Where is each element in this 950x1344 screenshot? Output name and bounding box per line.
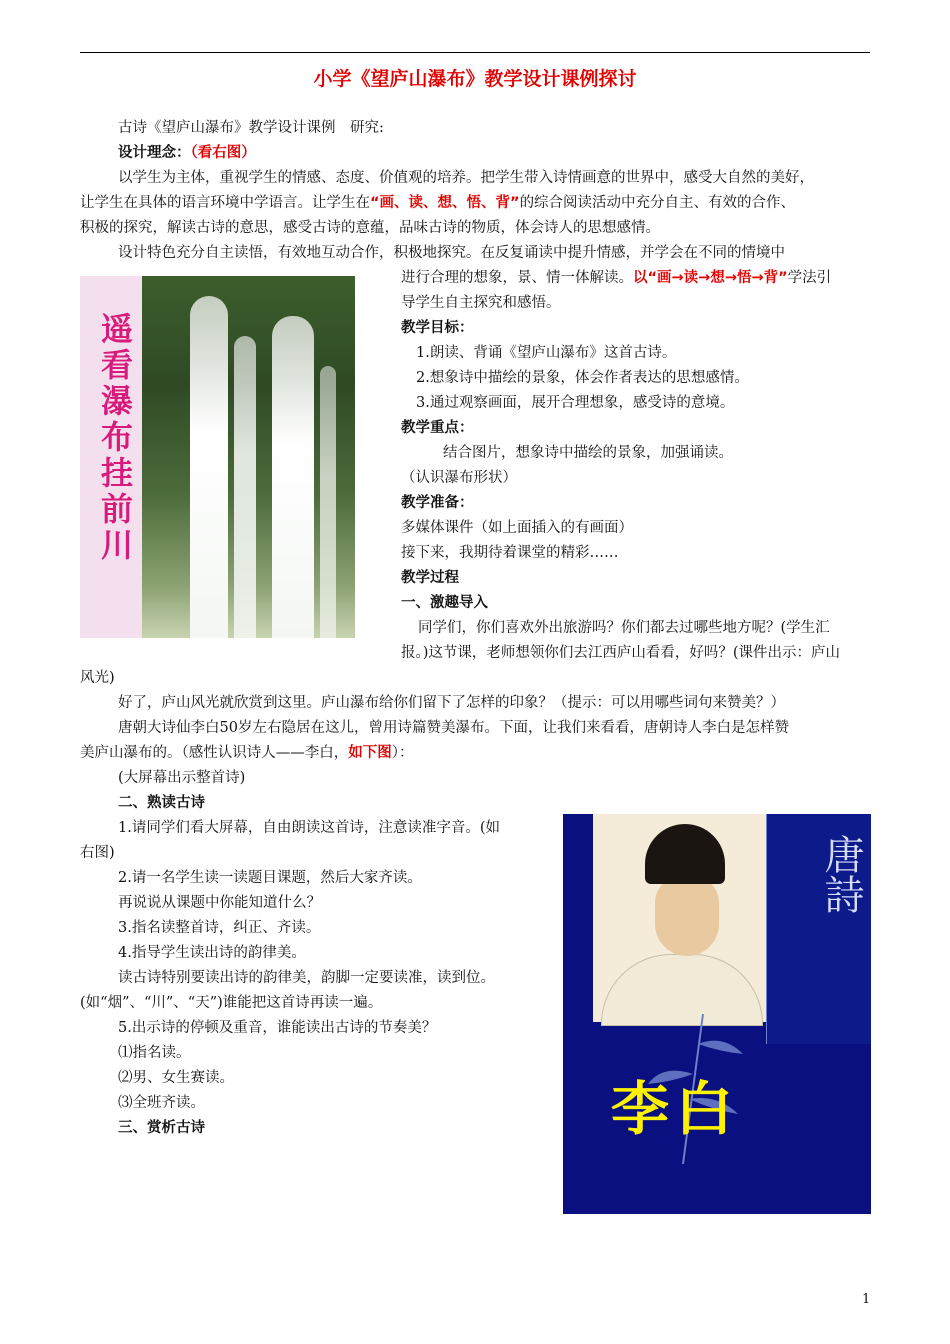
portrait-face [655, 876, 719, 956]
concept-p1-l1: 以学生为主体，重视学生的情感、态度、价值观的培养。把学生带入诗情画意的世界中，感受大自然的美好， [118, 170, 814, 186]
prep-heading: 教学准备： [401, 495, 474, 511]
section1-line [80, 743, 414, 763]
portrait-hat [645, 824, 725, 884]
waterfall-stream [190, 296, 228, 638]
concept-p1-l3: 积极的探究，解读古诗的意思，感受古诗的意蕴，品味古诗的物质，体会诗人的思想感情。 [80, 220, 660, 236]
section2-line: 右图) [80, 845, 115, 861]
page-title: 小学《望庐山瀑布》教学设计课例探讨 [313, 68, 637, 90]
concept-note: （看右图） [190, 145, 256, 161]
section2-line: ⑶全班齐读。 [118, 1095, 205, 1111]
section2-line: 2.请一名学生读一读题目课题，然后大家齐读。 [118, 870, 422, 886]
section2-line: ⑴指名读。 [118, 1045, 191, 1061]
concept-heading [118, 143, 256, 163]
focus-heading: 教学重点： [401, 420, 474, 436]
highlight-span: “画、读、想、悟、背” [370, 195, 520, 211]
process-heading: 教学过程 [401, 570, 459, 586]
concept-p2-l3: 导学生自主探究和感悟。 [401, 295, 561, 311]
section1-line: 唐朝大诗仙李白50岁左右隐居在这儿，曾用诗篇赞美瀑布。下面，让我们来看看，唐朝诗人李白是怎样赞 [118, 720, 789, 736]
concept-label: 设计理念： [118, 145, 191, 161]
goal-item: 3.通过观察画面，展开合理想象，感受诗的意境。 [416, 395, 735, 411]
concept-p1-l2 [80, 193, 795, 213]
section2-line: ⑵男、女生赛读。 [118, 1070, 234, 1086]
section2-line: 4.指导学生读出诗的韵律美。 [118, 945, 306, 961]
highlight-span: 如下图 [348, 745, 392, 761]
page-number: 1 [862, 1292, 871, 1307]
text-span: 的综合阅读活动中充分自主、有效的合作、 [519, 195, 796, 211]
section1-line: 风光) [80, 670, 115, 686]
prep-line: 接下来，我期待着课堂的精彩…… [401, 545, 619, 561]
tang-poetry-label: 唐詩 [818, 834, 864, 914]
section2-line: 再说说从课题中你能知道什么？ [118, 895, 321, 911]
section2-heading: 二、熟读古诗 [118, 795, 205, 811]
li-bai-image [563, 814, 871, 1214]
li-bai-name: 李白 [611, 1075, 740, 1143]
section1-line: 好了，庐山风光就欣赏到这里。庐山瀑布给你们留下了怎样的印象？（提示：可以用哪些词句来赞美？） [118, 695, 785, 711]
waterfall-image [80, 276, 355, 638]
section2-line: 读古诗特别要读出诗的韵律美，韵脚一定要读准，读到位。 [118, 970, 495, 986]
top-rule [80, 52, 870, 53]
goal-item: 2.想象诗中描绘的景象，体会作者表达的思想感情。 [416, 370, 749, 386]
section1-line: 同学们，你们喜欢外出旅游吗？你们都去过哪些地方呢？(学生汇 [418, 620, 830, 636]
text-span: 让学生在具体的语言环境中学语言。让学生在 [80, 195, 370, 211]
waterfall-stream [234, 336, 256, 638]
section2-line: 3.指名读整首诗，纠正、齐读。 [118, 920, 321, 936]
section1-heading: 一、激趣导入 [401, 595, 488, 611]
section1-line: 报。)这节课，老师想领你们去江西庐山看看，好吗？(课件出示：庐山 [401, 645, 841, 661]
text-span: 进行合理的想象，景、情一体解读。 [401, 270, 633, 286]
text-span: 美庐山瀑布的。（感性认识诗人——李白， [80, 745, 349, 761]
waterfall-stream [272, 316, 314, 638]
subtitle: 古诗《望庐山瀑布》教学设计课例 研究: [118, 120, 384, 136]
section2-line: (如“烟”、“川”、“天”)谁能把这首诗再读一遍。 [80, 995, 383, 1011]
focus-line: 结合图片，想象诗中描绘的景象，加强诵读。 [443, 445, 733, 461]
concept-p2-l2 [401, 268, 831, 288]
waterfall-scene [142, 276, 355, 638]
goal-item: 1.朗读、背诵《望庐山瀑布》这首古诗。 [416, 345, 677, 361]
goals-heading: 教学目标： [401, 320, 474, 336]
section3-heading: 三、赏析古诗 [118, 1120, 205, 1136]
waterfall-stream [320, 366, 336, 638]
section2-line: 1.请同学们看大屏幕，自由朗读这首诗，注意读准字音。(如 [118, 820, 500, 836]
prep-line: 多媒体课件（如上面插入的有画面） [401, 520, 633, 536]
highlight-span: 以“画→读→想→悟→背” [633, 270, 788, 286]
waterfall-caption: 遥看瀑布挂前川 [96, 312, 134, 564]
section2-line: 5.出示诗的停顿及重音，谁能读出古诗的节奏美？ [118, 1020, 437, 1036]
text-span: 学法引 [787, 270, 832, 286]
concept-p2-l1: 设计特色充分自主读悟，有效地互动合作，积极地探究。在反复诵读中提升情感，并学会在不同的情境中 [118, 245, 785, 261]
text-span: ）： [391, 745, 414, 761]
li-bai-portrait [593, 814, 766, 1022]
focus-note: （认识瀑布形状） [401, 470, 517, 486]
section1-line: (大屏幕出示整首诗) [118, 770, 246, 786]
